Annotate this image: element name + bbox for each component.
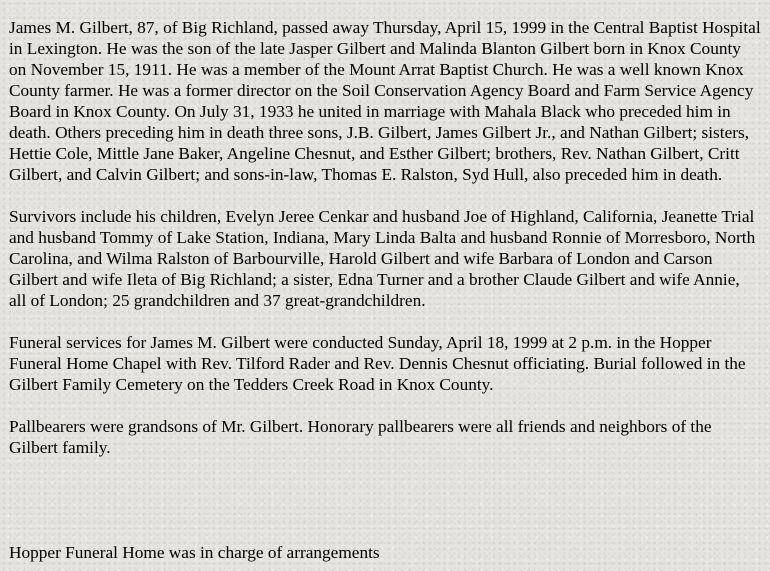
obituary-paragraph-death-notice: James M. Gilbert, 87, of Big Richland, passed away Thursday, April 15, 1999 in the Central Baptist Hospital in Lexington. He was the son of the late Jasper Gilbert and Malinda Blanton Gilbert born in Knox County on November 15, 1911. He was a member of the Mount Arrat Baptist Church. He was a well known Knox County farmer. He was a former director on the Soil Conservation Agency Board and Farm Service Agency Board in Knox County. On July 31, 1933 he united in marriage with Mahala Black who preceded him in death. Others preceding him in death three sons, J.B. Gilbert, James Gilbert Jr., and Nathan Gilbert; sisters, Hettie Cole, Mittle Jane Baker, Angeline Chesnut, and Esther Gilbert; brothers, Rev. Nathan Gilbert, Critt Gilbert, and Calvin Gilbert; and sons-in-law, Thomas E. Ralston, Syd Hull, also preceded him in death. (9, 18, 761, 184)
obituary-paragraph-survivors: Survivors include his children, Evelyn Jeree Cenkar and husband Joe of Highland, California, Jeanette Trial and husband Tommy of Lake Station, Indiana, Mary Linda Balta and husband Ronnie of Morresboro, North Carolina, and Wilma Ralston of Barbourville, Harold Gilbert and wife Barbara of London and Carson Gilbert and wife Ileta of Big Richland; a sister, Edna Turner and a brother Claude Gilbert and wife Annie, all of London; 25 grandchildren and 37 great-grandchildren. (9, 207, 756, 310)
obituary-paragraph-funeral-services: Funeral services for James M. Gilbert were conducted Sunday, April 18, 1999 at 2 p.m. in the Hopper Funeral Home Chapel with Rev. Tilford Rader and Rev. Dennis Chesnut officiating. Burial followed in the Gilbert Family Cemetery on the Tedders Creek Road in Knox County. (9, 333, 746, 394)
arrangements-note: Hopper Funeral Home was in charge of arrangements (9, 543, 380, 562)
obituary-paragraph-pallbearers: Pallbearers were grandsons of Mr. Gilbert. Honorary pallbearers were all friends and neighbors of the Gilbert family. (9, 417, 712, 457)
obituary-text (9, 17, 761, 479)
